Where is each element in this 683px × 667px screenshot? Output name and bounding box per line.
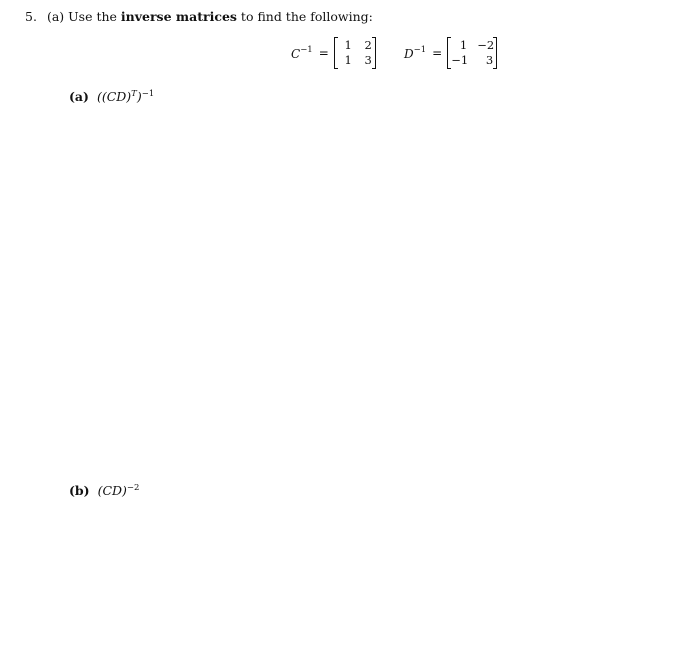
part-a xyxy=(69,86,154,105)
matrix-d-cell: 3 xyxy=(485,53,494,67)
matrix-c-cell: 3 xyxy=(364,53,372,67)
part-a-expression xyxy=(97,89,154,104)
part-a-transpose: T xyxy=(131,89,137,99)
part-a-expr-open: ((CD) xyxy=(96,89,132,105)
part-a-outer-exponent: −1 xyxy=(141,89,155,99)
matrix-c-cell: 1 xyxy=(344,53,352,67)
matrix-d-body xyxy=(447,37,497,69)
matrix-d-cell: −1 xyxy=(451,53,469,67)
problem-part-label: (a) xyxy=(46,9,65,24)
problem-text-bold: inverse matrices xyxy=(120,9,237,24)
matrix-c-lhs xyxy=(291,46,313,61)
matrix-d-name: D xyxy=(404,46,414,61)
matrix-d-exponent: −1 xyxy=(413,44,427,55)
part-b xyxy=(69,480,139,499)
part-a-label: (a) xyxy=(69,89,89,105)
part-b-exponent: −2 xyxy=(126,483,140,493)
part-b-expr: (CD) xyxy=(97,483,127,499)
problem-text-before: Use the xyxy=(68,9,117,24)
part-a-expr-close: ) xyxy=(136,89,142,105)
matrix-d-equals: = xyxy=(432,46,443,60)
matrix-c-equals: = xyxy=(318,46,329,60)
matrix-c-cell: 2 xyxy=(364,38,372,52)
matrix-c-name: C xyxy=(291,46,301,61)
matrix-c-inverse xyxy=(291,37,376,69)
matrix-c-body xyxy=(334,37,376,69)
problem-number: 5. xyxy=(25,9,37,24)
problem-text-after: to find the following: xyxy=(240,9,373,24)
matrix-c-exponent: −1 xyxy=(300,44,313,55)
part-b-label: (b) xyxy=(69,483,90,499)
matrix-d-lhs xyxy=(404,46,426,61)
problem-statement xyxy=(25,9,373,25)
part-b-expression xyxy=(98,483,140,498)
matrix-c-cell: 1 xyxy=(344,38,352,52)
matrix-d-cell: −2 xyxy=(477,38,495,52)
matrix-d-inverse xyxy=(404,37,497,69)
matrix-d-cell: 1 xyxy=(459,38,468,52)
